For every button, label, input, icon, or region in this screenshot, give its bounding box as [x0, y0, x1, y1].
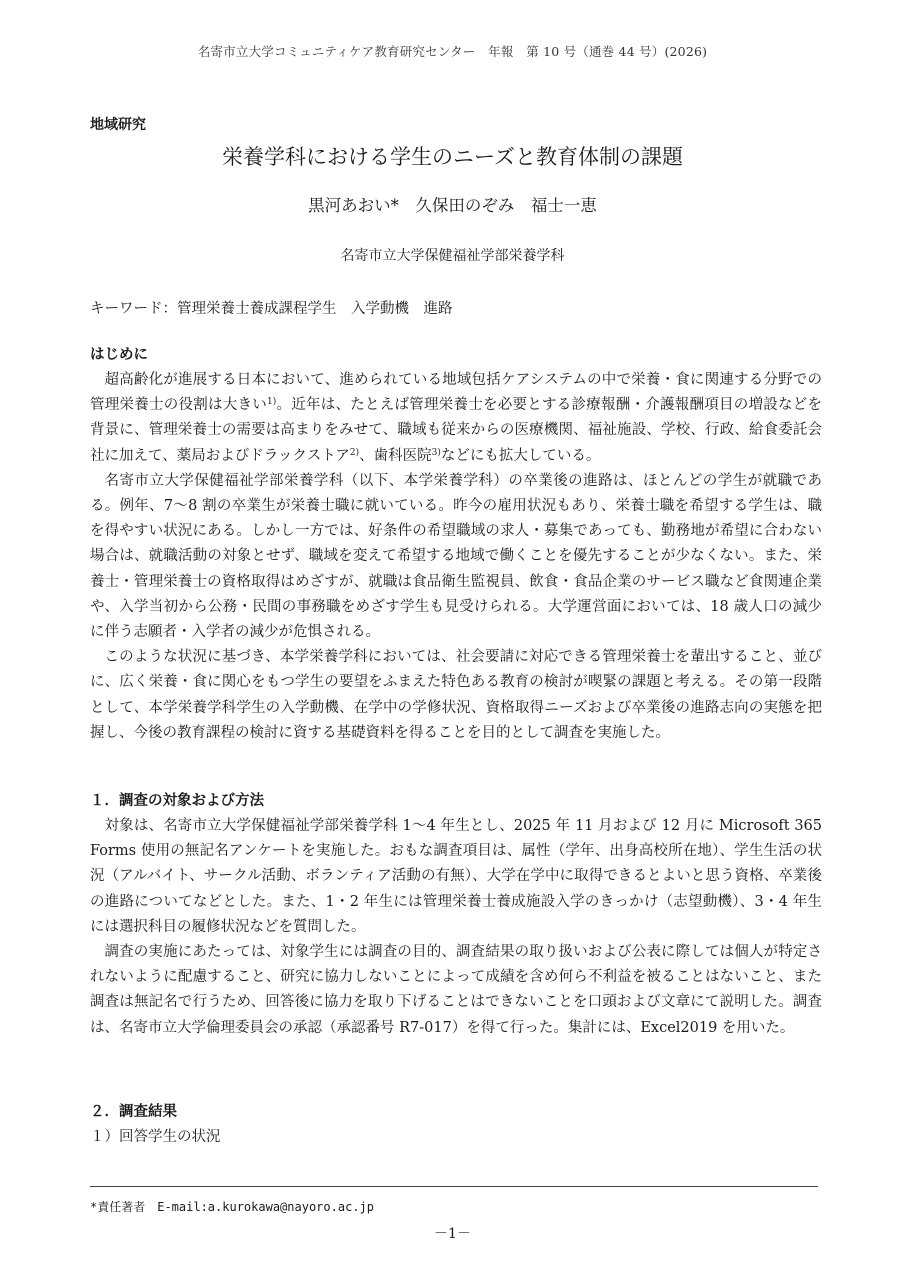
- intro-p1-text-a: 超高齢化が進展する日本において、進められている地域包括ケアシステムの中で栄養・食に関連する分野での管理栄養士の役割は大きい: [90, 372, 822, 414]
- results-heading: ２．調査結果: [90, 1104, 177, 1120]
- citation-2: 2): [349, 447, 360, 458]
- affiliation: 名寄市立大学保健福祉学部栄養学科: [340, 248, 565, 264]
- intro-p1-text-d: などにも拡大している。: [440, 447, 601, 464]
- intro-p1-text-c: 、歯科医院: [359, 447, 432, 464]
- keywords: キーワード：管理栄養士養成課程学生 入学動機 進路: [90, 301, 453, 317]
- section-label: 地域研究: [90, 117, 146, 133]
- methods-heading: １．調査の対象および方法: [90, 793, 264, 809]
- intro-paragraph-1: [90, 368, 822, 469]
- footnote-corresponding-author: *責任著者 E-mail:a.kurokawa@nayoro.ac.jp: [90, 1200, 374, 1214]
- citation-1: 1): [267, 397, 277, 408]
- intro-heading: はじめに: [90, 347, 148, 363]
- results-section: [90, 1100, 822, 1150]
- page-title: 栄養学科における学生のニーズと教育体制の課題: [222, 145, 683, 169]
- intro-p1-text-b: 。近年は、たとえば管理栄養士を必要とする診療報酬・介護報酬項目の増設などを背景に、管理栄養士の需要は高まりをみせて、職域も従来からの医療機関、福祉施設、学校、行政、給食委託会社に加えて、薬局およびドラックストア: [90, 397, 822, 464]
- intro-paragraph-3: このような状況に基づき、本学栄養学科においては、社会要請に対応できる管理栄養士を輩出すること、並びに、広く栄養・食に関心をもつ学生の要望をふまえた特色ある教育の検討が喫緊の課題と考える。その第一段階として、本学栄養学科学生の入学動機、在学中の学修状況、資格取得ニーズおよび卒業後の進路志向の実態を把握し、今後の教育課程の検討に資する基礎資料を得ることを目的として調査を実施した。: [90, 649, 822, 741]
- methods-section: [90, 789, 822, 1041]
- methods-paragraph-2: 調査の実施にあたっては、対象学生には調査の目的、調査結果の取り扱いおよび公表に際しては個人が特定されないように配慮すること、研究に協力しないことによって成績を含め何ら不利益を被ることはないこと、また調査は無記名で行うため、回答後に協力を取り下げることはできないことを口頭および文章にて説明した。調査は、名寄市立大学倫理委員会の承認（承認番号 R7-017）を得て行った。集計には、Excel2019 を用いた。: [90, 944, 822, 1036]
- citation-3: 3): [431, 447, 441, 458]
- authors: 黒河あおい* 久保田のぞみ 福士一恵: [308, 196, 597, 215]
- page-number: －1－: [434, 1226, 471, 1242]
- footnote-divider: [90, 1186, 818, 1187]
- results-subheading: １）回答学生の状況: [90, 1129, 221, 1145]
- intro-paragraph-2: 名寄市立大学保健福祉学部栄養学科（以下、本学栄養学科）の卒業後の進路は、ほとんどの学生が就職である。例年、7〜8 割の卒業生が栄養士職に就いている。昨今の雇用状況もあり、栄養士職を希望する学生は、職を得やすい状況にある。しかし一方では、好条件の希望職域の求人・募集であっても、勤務地が希望に合わない場合は、就職活動の対象とせず、職域を変えて希望する地域で働くことを優先することが少なくない。また、栄養士・管理栄養士の資格取得はめざすが、就職は食品衛生監視員、飲食・食品企業のサービス職など食関連企業や、入学当初から公務・民間の事務職をめざす学生も見受けられる。大学運営面においては、18 歳人口の減少に伴う志願者・入学者の減少が危惧される。: [90, 472, 822, 641]
- introduction-section: [90, 343, 822, 746]
- methods-paragraph-1: 対象は、名寄市立大学保健福祉学部栄養学科 1〜4 年生とし、2025 年 11 月および 12 月に Microsoft 365 Forms 使用の無記名アンケートを実施した。おもな調査項目は、属性（学年、出身高校所在地）、学生生活の状況（アルバイト、サークル活動、ボランティア活動の有無）、大学在学中に取得できるとよいと思う資格、卒業後の進路についてなどとした。また、1・2 年生には管理栄養士養成施設入学のきっかけ（志望動機）、3・4 年生には選択科目の履修状況などを質問した。: [90, 818, 822, 935]
- running-head: 名寄市立大学コミュニティケア教育研究センター 年報 第 10 号（通巻 44 号）(2026): [197, 44, 708, 59]
